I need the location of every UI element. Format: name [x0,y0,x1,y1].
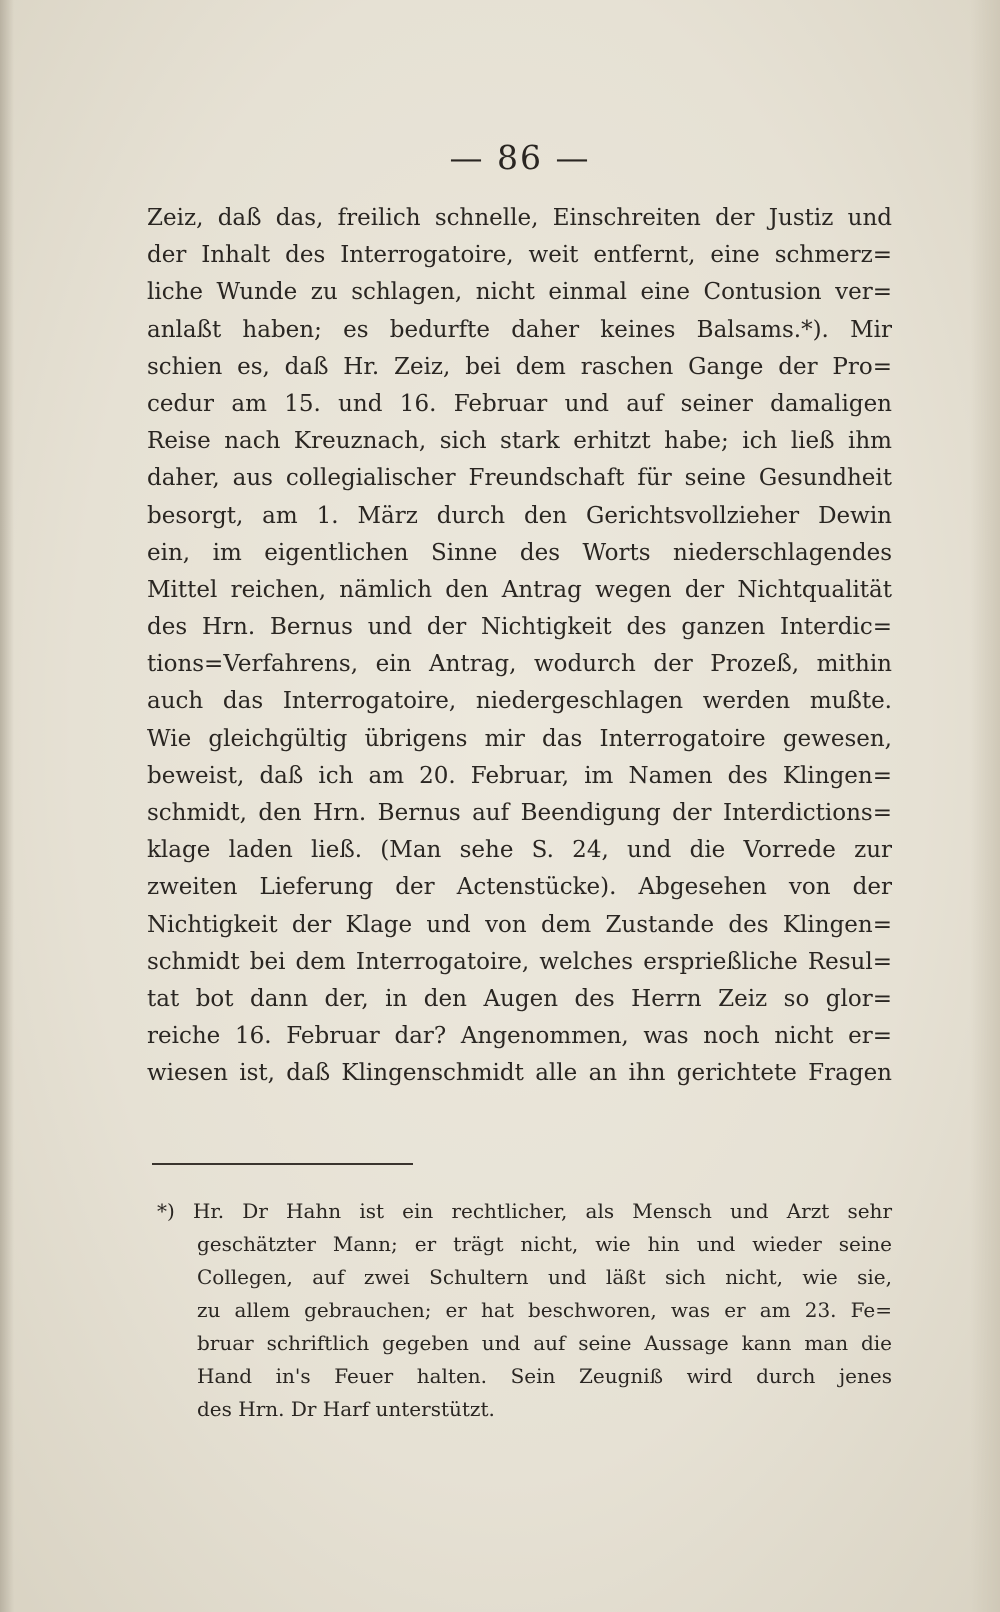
text-line: Wie gleichgültig übrigens mir das Interrogatoire gewesen, [147,725,892,752]
footnote-line: geschätzter Mann; er trägt nicht, wie hin und wieder seine [197,1232,892,1256]
page-number: — 86 — [449,138,591,177]
text-line: Mittel reichen, nämlich den Antrag wegen der Nichtqualität [147,576,892,603]
footnote-line: Collegen, auf zwei Schultern und läßt sich nicht, wie sie, [197,1265,892,1289]
text-line: schien es, daß Hr. Zeiz, bei dem raschen Gange der Pro= [147,353,892,380]
footnote-line: zu allem gebrauchen; er hat beschworen, was er am 23. Fe= [197,1298,892,1322]
text-line: anlaßt haben; es bedurfte daher keines Balsams.*). Mir [147,316,892,343]
footnote-line: Hand in's Feuer halten. Sein Zeugniß wird durch jenes [197,1364,892,1388]
page-edge-shadow [970,0,1000,1612]
text-line: tat bot dann der, in den Augen des Herrn Zeiz so glor= [147,985,892,1012]
text-line: schmidt bei dem Interrogatoire, welches ersprießliche Resul= [147,948,892,975]
text-line: besorgt, am 1. März durch den Gerichtsvollzieher Dewin [147,502,892,529]
text-line: daher, aus collegialischer Freundschaft für seine Gesundheit [147,465,892,492]
text-line: zweiten Lieferung der Actenstücke). Abgesehen von der [147,874,892,901]
text-line: reiche 16. Februar dar? Angenommen, was noch nicht er= [147,1023,892,1050]
main-text [147,200,892,1093]
page-gutter-shadow [0,0,14,1612]
text-line: ein, im eigentlichen Sinne des Worts niederschlagendes [147,539,892,566]
text-line: wiesen ist, daß Klingenschmidt alle an ihn gerichtete Fragen [147,1060,892,1087]
text-line: beweist, daß ich am 20. Februar, im Namen des Klingen= [147,762,892,789]
text-line: Reise nach Kreuznach, sich stark erhitzt habe; ich ließ ihm [147,428,892,455]
footnote-line: des Hrn. Dr Harf unterstützt. [197,1397,495,1421]
text-line: cedur am 15. und 16. Februar und auf seiner damaligen [147,390,892,417]
text-line: klage laden ließ. (Man sehe S. 24, und die Vorrede zur [147,837,892,864]
footnote-line: *) Hr. Dr Hahn ist ein rechtlicher, als Mensch und Arzt sehr [157,1199,892,1223]
text-line: tions=Verfahrens, ein Antrag, wodurch der Prozeß, mithin [147,651,892,678]
text-line: der Inhalt des Interrogatoire, weit entfernt, eine schmerz= [147,242,892,269]
text-line: Zeiz, daß das, freilich schnelle, Einschreiten der Justiz und [147,205,892,231]
text-line: Nichtigkeit der Klage und von dem Zustande des Klingen= [147,911,892,938]
footnote-line: bruar schriftlich gegeben und auf seine Aussage kann man die [197,1331,892,1355]
text-line: auch das Interrogatoire, niedergeschlagen werden mußte. [147,688,892,715]
text-line: schmidt, den Hrn. Bernus auf Beendigung der Interdictions= [147,800,892,826]
footnote-divider [152,1163,413,1165]
text-line: liche Wunde zu schlagen, nicht einmal eine Contusion ver= [147,279,892,306]
text-line: des Hrn. Bernus und der Nichtigkeit des ganzen Interdic= [147,614,892,641]
footnote [157,1195,892,1426]
